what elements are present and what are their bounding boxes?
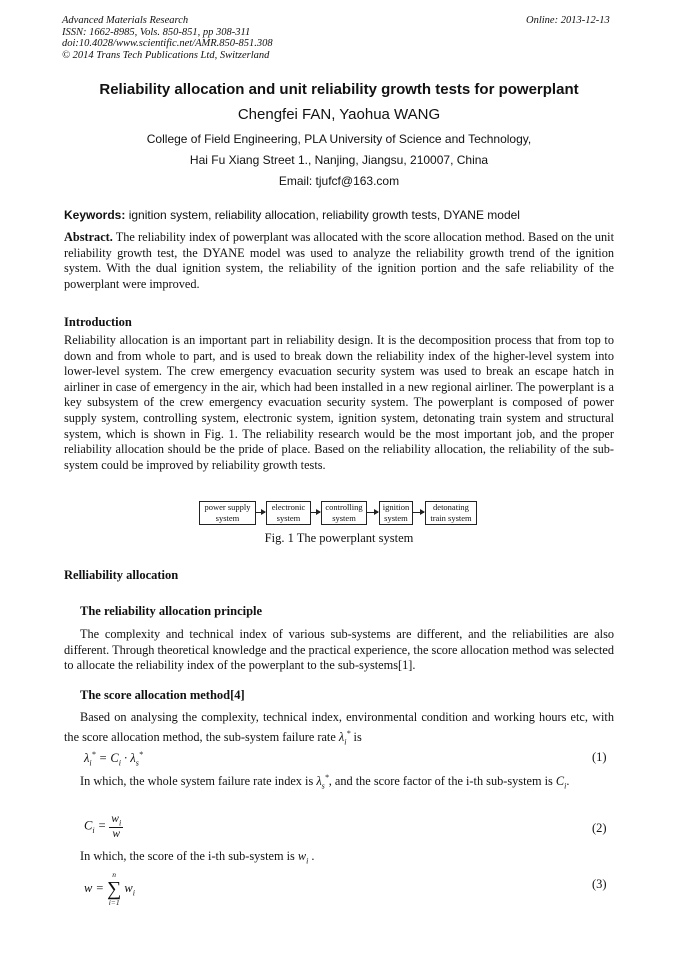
box-controlling: controlling system — [321, 501, 367, 525]
w-i-symbol: $w_i$ — [297, 849, 309, 866]
equation-1: $\lambda_i^* = C_i \cdot \lambda_s^*$ — [84, 750, 143, 768]
paper-title: Reliability allocation and unit reliability growth tests for powerplant — [99, 81, 579, 98]
authors: Chengfei FAN, Yaohua WANG — [237, 106, 441, 123]
box-ignition: ignition system — [379, 501, 413, 525]
issn: ISSN: 1662-8985, Vols. 850-851, pp 308-311 — [62, 26, 251, 38]
section-heading: Relliability allocation — [64, 568, 179, 582]
copyright: © 2014 Trans Tech Publications Ltd, Switzerland — [62, 49, 270, 61]
equation-3: w = n ∑ i=1 $w_i$ — [84, 870, 135, 907]
journal-name: Advanced Materials Research — [62, 15, 189, 26]
score-text-3: In which, the score of the i-th sub-system is $w_i$ . — [80, 849, 315, 866]
subsection-heading-principle: The reliability allocation principle — [80, 604, 263, 618]
score-text-2: In which, the whole system failure rate index is $\lambda_s^*$, and the score factor of the i-th sub-system is $C_i$. — [80, 773, 570, 791]
arrow-1 — [256, 512, 265, 513]
introduction-heading: Introduction — [64, 315, 132, 329]
c-i-symbol: $C_i$ — [555, 774, 567, 791]
lambda-s-symbol: $\lambda_s^*$ — [316, 773, 329, 791]
lambda-i-symbol: $\lambda_i^*$ — [338, 728, 351, 747]
arrow-4 — [413, 512, 424, 513]
equation-1-number: (1) — [592, 750, 607, 764]
keywords — [64, 208, 520, 222]
keywords-label: Keywords: — [64, 208, 126, 222]
box-detonating: detonating train system — [425, 501, 477, 525]
box-electronic: electronic system — [266, 501, 311, 525]
box-power-supply: power supply system — [199, 501, 256, 525]
affiliation-line-2: Hai Fu Xiang Street 1., Nanjing, Jiangsu, 210007, China — [189, 153, 489, 167]
arrow-2 — [311, 512, 320, 513]
journal-header — [62, 15, 273, 61]
keywords-text: ignition system, reliability allocation, reliability growth tests, DYANE model — [128, 208, 520, 222]
principle-text: The complexity and technical index of various sub-systems are different, and the reliabilities are also different. Through theoretical knowledge and the practical experience, the score allocation method was selected to allocate the reliability index of the powerplant to the sub-systems[1]. — [64, 627, 614, 673]
figure-caption: Fig. 1 The powerplant system — [264, 531, 414, 545]
equation-2: $C_i$ = $\frac{w_i}{w}$ — [84, 813, 122, 841]
abstract-text: The reliability index of powerplant was allocated with the score allocation method. Based on the unit reliability growth test, the DYANE model was used to analyze the reliability growth trend of the ignition system. With the dual ignition system, the reliability of the ignition portion and the safe reliability of the powerplant were improved. — [64, 230, 614, 291]
doi: doi:10.4028/www.scientific.net/AMR.850-851.308 — [62, 38, 273, 49]
online-date: Online: 2013-12-13 — [526, 15, 610, 26]
arrow-3 — [367, 512, 378, 513]
abstract-label: Abstract. — [64, 230, 113, 244]
score-text-1: Based on analysing the complexity, technical index, environmental condition and working hours etc, with the score allocation method, the sub-system failure rate $\lambda_i^*$ is — [64, 710, 614, 747]
abstract — [64, 230, 614, 292]
equation-3-number: (3) — [592, 877, 607, 891]
affiliation-line-1: College of Field Engineering, PLA University of Science and Technology, — [146, 132, 532, 146]
equation-2-number: (2) — [592, 821, 607, 835]
email: Email: tjufcf@163.com — [278, 174, 400, 188]
subsection-heading-score: The score allocation method[4] — [80, 688, 245, 702]
introduction-text: Reliability allocation is an important part in reliability design. It is the decomposition process that from top to down and from whole to part, and is used to break down the reliability index of the higher-level system into lower-level system. The crew emergency evacuation security system was used to break an escape hatch in airliner in case of emergency in the air, which had been installed in a new regional airliner. The powerplant is a key subsystem of the crew emergency evacuation security system. The powerplant is composed of power supply system, controlling system, electronic system, ignition system, detonating train system and structural system, which is shown in Fig. 1. The reliability research would be the most important job, and the proper reliability allocation should be the pride of place. Based on the reliability allocation, the reliability of the sub-system could be improved by reliability growth tests. — [64, 333, 614, 472]
